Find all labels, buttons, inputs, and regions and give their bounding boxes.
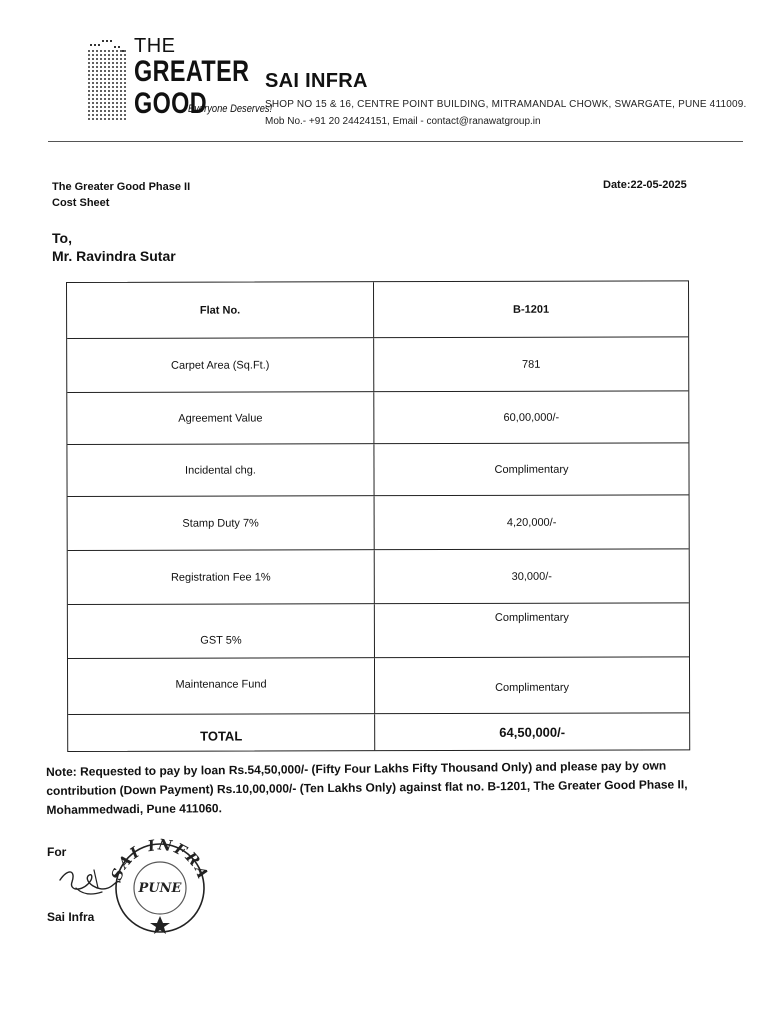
- table-row: [67, 443, 688, 497]
- table-row: [68, 549, 689, 605]
- logo-line-the: THE: [134, 35, 176, 57]
- row-label-carpet-area: Carpet Area (Sq.Ft.): [67, 338, 374, 392]
- for-label: For: [47, 845, 67, 859]
- document-title: Cost Sheet: [52, 197, 110, 209]
- row-value-carpet-area: 781: [522, 358, 541, 371]
- total-value: 64,50,000/-: [499, 724, 566, 740]
- building-pattern-icon: [84, 34, 128, 122]
- logo-tagline: Everyone Deserves!: [188, 103, 273, 115]
- row-label-registration-fee: Registration Fee 1%: [68, 550, 375, 604]
- logo-line-good: GOOD: [134, 87, 208, 120]
- project-name: The Greater Good Phase II: [52, 181, 191, 193]
- row-value-agreement-value: 60,00,000/-: [503, 411, 560, 424]
- table-row: [67, 337, 688, 393]
- table-row: [67, 391, 688, 445]
- table-total-row: [68, 713, 689, 751]
- row-label-flat-no: Flat No.: [67, 282, 374, 338]
- letterhead-divider: [48, 141, 743, 142]
- row-value-maintenance: Complimentary: [495, 681, 570, 694]
- company-seal-stamp: [104, 836, 216, 934]
- payment-note: Note: Requested to pay by loan Rs.54,50,000/- (Fifty Four Lakhs Fifty Thousand Only) and please pay by own contribution (Down Payment) Rs.10,00,000/- (Ten Lakhs Only) against flat no. B-1201, The Greater Good Phase II, Mohammedwadi, Pune 411060.: [46, 758, 688, 817]
- row-value-incidental: Complimentary: [494, 463, 569, 476]
- table-row: [68, 657, 689, 715]
- logo-line-greater: GREATER: [134, 55, 250, 88]
- cost-table: [66, 280, 690, 752]
- total-label: TOTAL: [68, 714, 375, 751]
- recipient-name: Mr. Ravindra Sutar: [52, 248, 176, 264]
- recipient-salutation: To,: [52, 230, 72, 246]
- document-date: Date:22-05-2025: [603, 179, 687, 191]
- table-row: [68, 495, 689, 551]
- row-label-incidental: Incidental chg.: [67, 444, 374, 496]
- company-logo: [84, 30, 273, 130]
- signatory-company: Sai Infra: [47, 910, 95, 924]
- row-value-gst: Complimentary: [494, 611, 569, 624]
- company-contact: Mob No.- +91 20 24424151, Email - contact@ranawatgroup.in: [265, 116, 541, 127]
- table-row: [67, 281, 688, 339]
- row-value-stamp-duty: 4,20,000/-: [506, 516, 557, 529]
- table-row: [68, 603, 689, 659]
- row-value-registration-fee: 30,000/-: [511, 570, 552, 583]
- row-label-maintenance: Maintenance Fund: [68, 658, 375, 714]
- company-name: SAI INFRA: [265, 70, 368, 92]
- row-label-stamp-duty: Stamp Duty 7%: [68, 496, 375, 550]
- svg-text:SAI INFRA: SAI INFRA: [107, 836, 213, 883]
- row-label-gst: GST 5%: [68, 604, 375, 658]
- row-label-agreement-value: Agreement Value: [67, 392, 374, 444]
- svg-text:PUNE: PUNE: [138, 881, 182, 896]
- row-value-flat-no: B-1201: [513, 303, 550, 316]
- company-address: SHOP NO 15 & 16, CENTRE POINT BUILDING, MITRAMANDAL CHOWK, SWARGATE, PUNE 411009.: [265, 99, 747, 110]
